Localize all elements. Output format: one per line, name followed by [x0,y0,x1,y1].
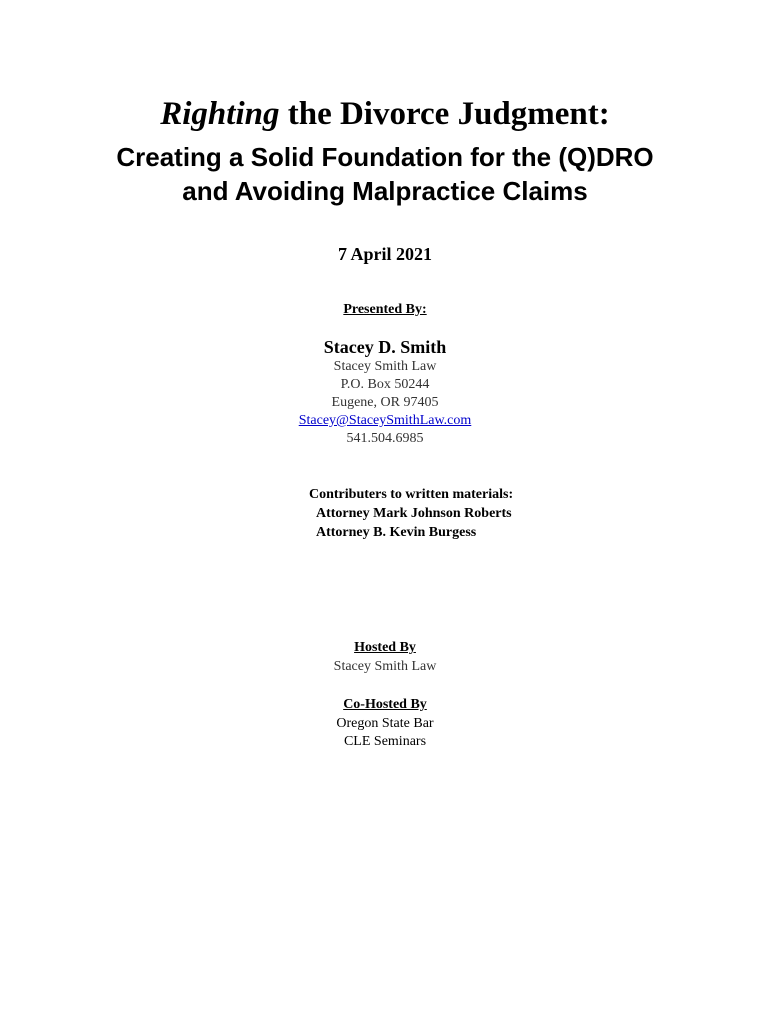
contributor-name: Attorney B. Kevin Burgess [316,525,477,540]
hosted-by-value: Stacey Smith Law [333,659,437,674]
co-hosted-by-line-2: CLE Seminars [343,734,427,749]
presented-by-label: Presented By: [343,302,427,317]
hosted-by-label: Hosted By [354,640,416,655]
document-subtitle [0,140,770,208]
presenter-contact [0,358,770,448]
document-title [0,96,770,133]
co-hosted-by-line-1: Oregon State Bar [336,716,434,731]
hosted-by-section [0,638,770,676]
presentation-date: 7 April 2021 [337,244,432,264]
subtitle-line-2: and Avoiding Malpractice Claims [182,176,588,206]
presenter-po-box: P.O. Box 50244 [340,377,430,392]
co-hosted-by-label: Co-Hosted By [343,697,427,712]
presenter-phone: 541.504.6985 [346,431,424,446]
presenter-name: Stacey D. Smith [323,337,447,357]
presenter-city: Eugene, OR 97405 [331,395,439,410]
contributors-label: Contributers to written materials: [309,487,514,502]
title-rest: the Divorce Judgment: [279,96,610,132]
contributor-name: Attorney Mark Johnson Roberts [316,506,512,521]
contributors-section [309,485,513,542]
co-hosted-by-section [0,696,770,751]
presenter-firm: Stacey Smith Law [333,359,437,374]
presenter-email-link[interactable]: Stacey@StaceySmithLaw.com [298,413,472,428]
title-italic-word: Righting [160,96,280,132]
subtitle-line-1: Creating a Solid Foundation for the (Q)DRO [116,142,654,172]
